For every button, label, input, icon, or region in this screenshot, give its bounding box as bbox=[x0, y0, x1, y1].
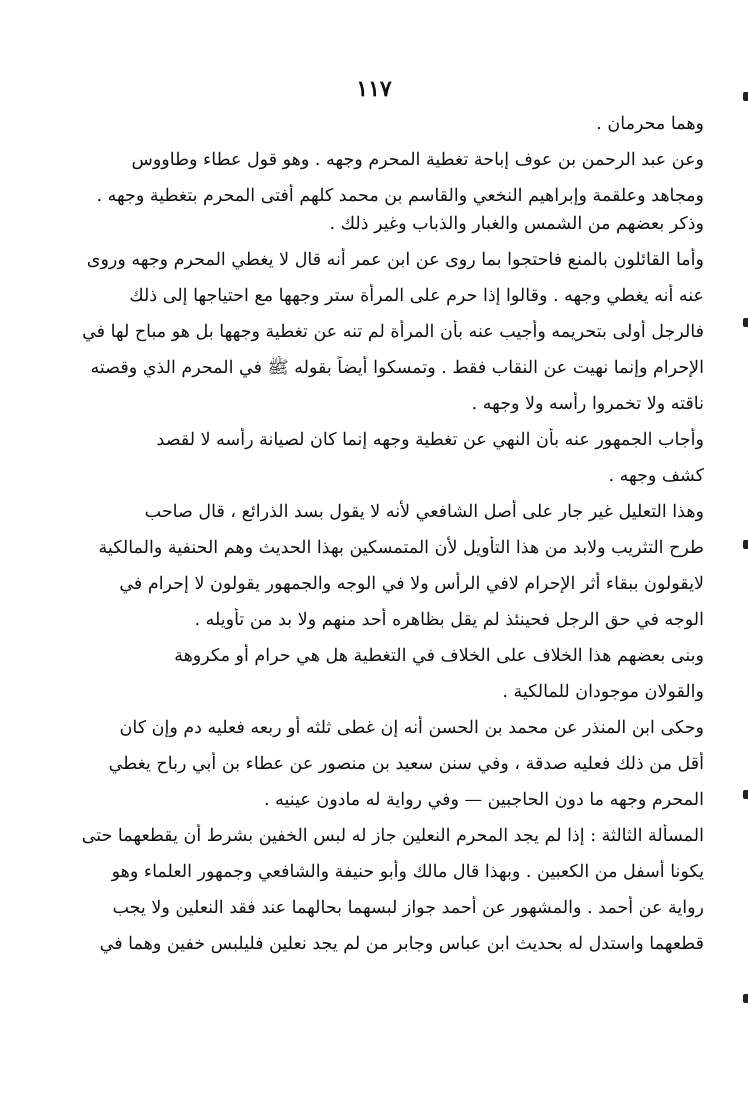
text-line: وبنى بعضهم هذا الخلاف على الخلاف في التغطية هل هي حرام أو مكروهة bbox=[174, 646, 704, 666]
text-line: ناقته ولا تخمروا رأسه ولا وجهه . bbox=[471, 394, 704, 414]
scan-edge-mark bbox=[743, 994, 748, 1003]
text-line: كشف وجهه . bbox=[608, 466, 704, 486]
text-line: وهما محرمان . bbox=[596, 114, 704, 134]
text-line: الوجه في حق الرجل فحينئذ لم يقل بظاهره أحد منهم ولا بد من تأويله . bbox=[194, 610, 704, 630]
text-line: الإحرام وإنما نهيت عن النقاب فقط . وتمسكوا أيضاً بقوله ﷺ في المحرم الذي وقصته bbox=[90, 358, 704, 378]
body-text bbox=[60, 112, 704, 957]
scan-edge-mark bbox=[743, 790, 748, 799]
text-line: وذكر بعضهم من الشمس والغبار والذباب وغير ذلك . bbox=[329, 214, 704, 234]
text-line: وحكى ابن المنذر عن محمد بن الحسن أنه إن غطى ثلثه أو ربعه فعليه دم وإن كان bbox=[119, 718, 704, 738]
text-line: يكونا أسفل من الكعبين . وبهذا قال مالك وأبو حنيفة والشافعي وجمهور العلماء وهو bbox=[111, 862, 704, 882]
text-line: المحرم وجهه ما دون الحاجبين — وفي رواية له مادون عينيه . bbox=[264, 790, 704, 810]
scan-edge-mark bbox=[743, 92, 748, 101]
text-line: ومجاهد وعلقمة وإبراهيم النخعي والقاسم بن محمد كلهم أفتى المحرم بتغطية وجهه . bbox=[96, 186, 704, 206]
text-line: المسألة الثالثة : إذا لم يجد المحرم النعلين جاز له لبس الخفين بشرط أن يقطعهما حتى bbox=[81, 826, 704, 846]
scan-edge-mark bbox=[743, 318, 748, 327]
text-line: رواية عن أحمد . والمشهور عن أحمد جواز لبسهما بحالهما عند فقد النعلين ولا يجب bbox=[112, 898, 704, 918]
text-line: والقولان موجودان للمالكية . bbox=[502, 682, 704, 702]
text-line: وعن عبد الرحمن بن عوف إباحة تغطية المحرم وجهه . وهو قول عطاء وطاووس bbox=[131, 150, 704, 170]
scan-edge-mark bbox=[743, 540, 748, 549]
text-line: لايقولون ببقاء أثر الإحرام لافي الرأس ولا في الوجه والجمهور يقولون لا إحرام في bbox=[119, 574, 704, 594]
text-line: عنه أنه يغطي وجهه . وقالوا إذا حرم على المرأة ستر وجهها مع احتياجها إلى ذلك bbox=[129, 286, 704, 306]
text-line: وهذا التعليل غير جار على أصل الشافعي لأنه لا يقول بسد الذرائع ، قال صاحب bbox=[144, 502, 704, 522]
page-number: ١١٧ bbox=[356, 76, 392, 102]
text-line: وأما القائلون بالمنع فاحتجوا بما روى عن ابن عمر أنه قال لا يغطي المحرم وجهه وروى bbox=[86, 250, 704, 270]
text-line: فالرجل أولى بتحريمه وأجيب عنه بأن المرأة لم تنه عن تغطية وجهها بل هو مباح لها في bbox=[82, 322, 704, 342]
text-line: طرح التثريب ولابد من هذا التأويل لأن المتمسكين بهذا الحديث وهم الحنفية والمالكية bbox=[98, 538, 704, 558]
text-line: وأجاب الجمهور عنه بأن النهي عن تغطية وجهه إنما كان لصيانة رأسه لا لقصد bbox=[156, 430, 704, 450]
text-line: أقل من ذلك فعليه صدقة ، وفي سنن سعيد بن منصور عن عطاء بن أبي رباح يغطي bbox=[108, 754, 704, 774]
text-line: قطعهما واستدل له بحديث ابن عباس وجابر من لم يجد نعلين فليلبس خفين وهما في bbox=[99, 934, 704, 954]
